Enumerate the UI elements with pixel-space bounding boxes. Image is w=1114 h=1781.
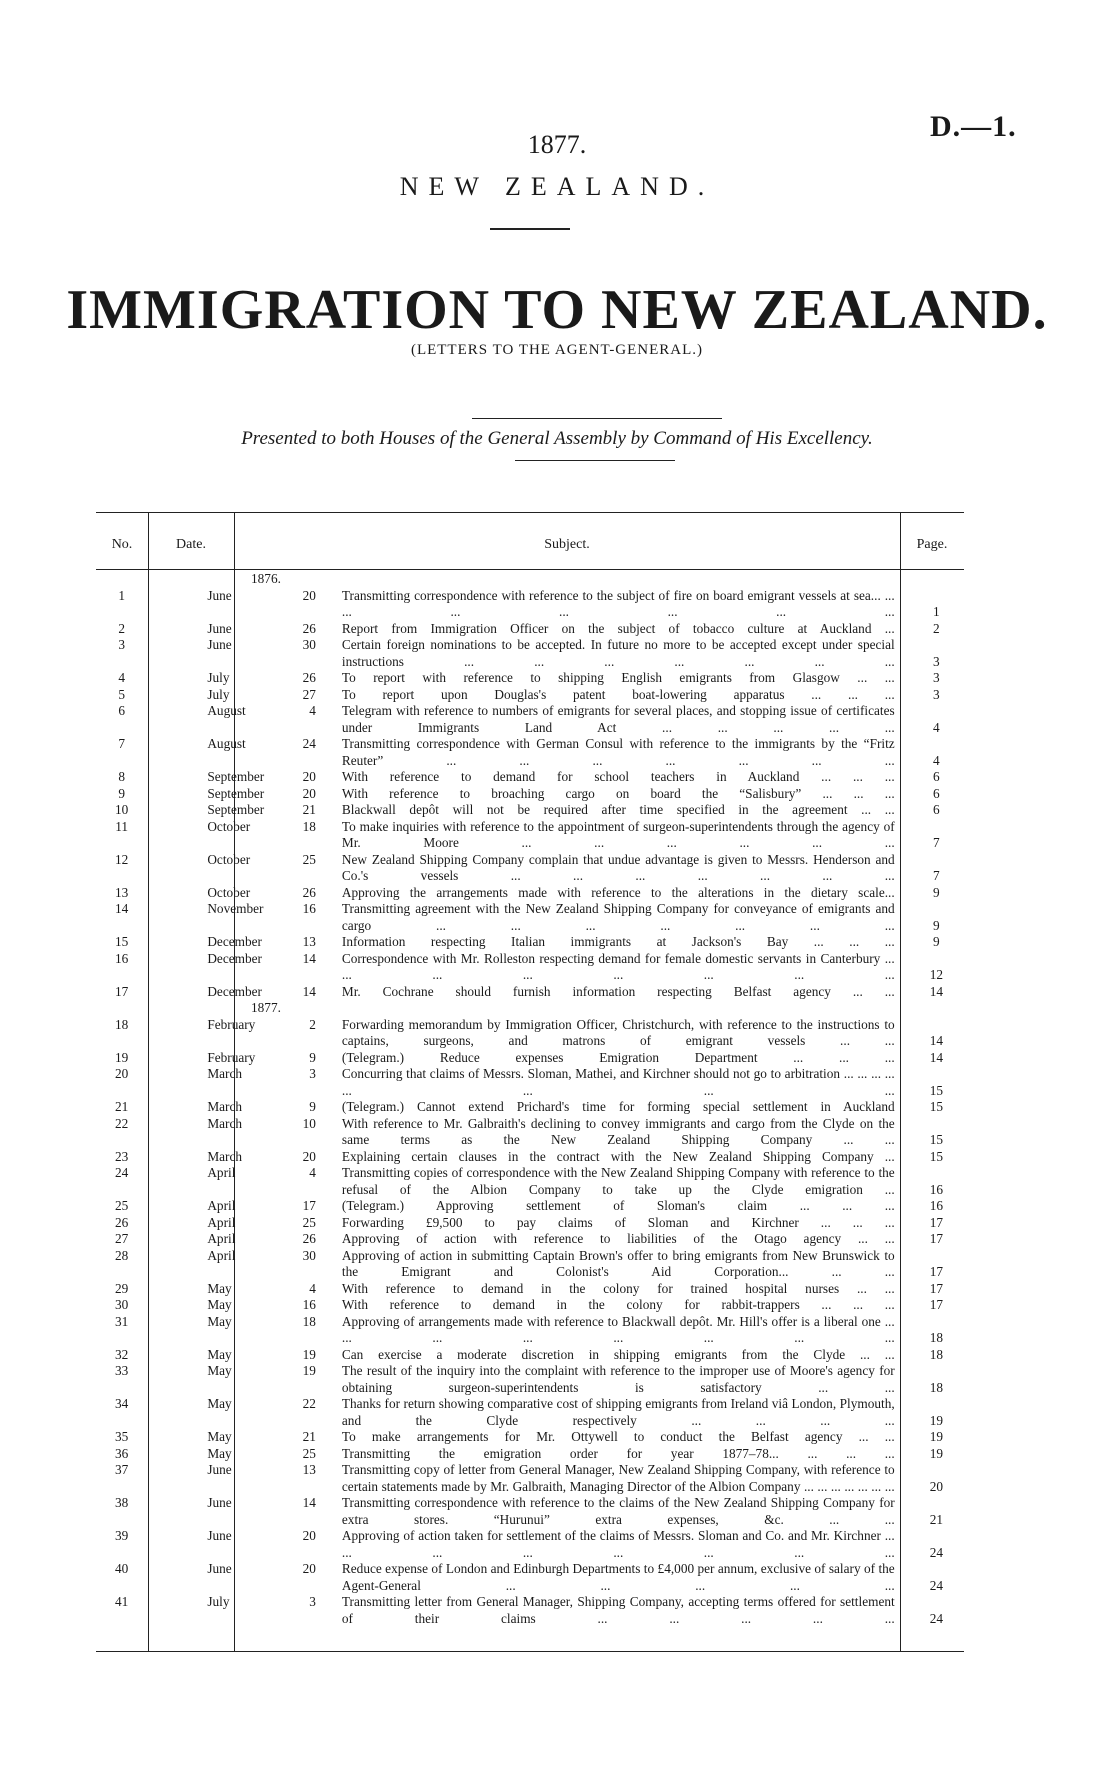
table-row [96,852,964,885]
table-row [96,819,964,852]
row-number: 12 [115,851,129,867]
row-subject: Approving the arrangements made with reference to the alterations in the dietary scale... [341,884,895,900]
row-subject: To make inquiries with reference to the appointment of surgeon-superintendents through the agency of Mr. Moore ... ... ... ... ... ... [341,818,895,850]
table-row [96,885,964,902]
row-month: May [207,1429,232,1444]
row-month: June [207,637,232,652]
row-page: 14 [929,983,943,999]
row-day: 26 [302,884,316,900]
table-row [96,1231,964,1248]
row-page: 19 [929,1445,943,1461]
row-subject: Transmitting copy of letter from General Manager, New Zealand Shipping Company, with reference to certain statements made by Mr. Galbraith, Managing Director of the Albion Company ... ... ... ... ... ... ... [341,1462,895,1494]
row-day: 4 [309,1280,316,1296]
table-row [96,934,964,951]
row-subject: Forwarding £9,500 to pay claims of Sloman and Kirchner ... ... ... [341,1214,895,1230]
row-day: 25 [302,1445,316,1461]
row-month: May [207,1313,232,1329]
column-header-date: Date. [176,537,206,552]
row-month: June [207,587,232,603]
row-month: July [207,670,230,685]
row-number: 5 [118,686,125,702]
row-subject: Forwarding memorandum by Immigration Officer, Christchurch, with reference to the instructions to captains, surgeons, and matrons of emigrant vessels ... ... [341,1016,895,1048]
row-page: 6 [933,785,940,801]
row-day: 18 [302,1313,316,1329]
row-subject: Approving of action in submitting Captain Brown's offer to bring emigrants from New Brunswick to the Emigrant and Colonist's Aid Corporation... ... ... [341,1247,895,1279]
row-day: 17 [302,1198,316,1213]
row-day: 13 [302,1462,316,1477]
table-row [96,984,964,1001]
document-reference: D.—1. [930,110,1017,143]
row-page: 16 [929,1198,943,1213]
row-day: 21 [302,802,316,817]
row-day: 24 [302,736,316,751]
row-day: 14 [302,1495,316,1510]
row-page: 17 [929,1231,943,1246]
row-page: 18 [929,1330,943,1345]
table-row [96,703,964,736]
row-page: 15 [929,1148,943,1164]
page-subtitle: (LETTERS TO THE AGENT-GENERAL.) [410,342,704,358]
row-page: 4 [933,752,940,768]
row-day: 20 [302,1148,316,1164]
row-number: 33 [115,1363,129,1378]
row-page: 3 [933,686,940,702]
table-year-row: 1877. [251,1000,281,1015]
row-number: 32 [115,1346,129,1362]
row-month: May [207,1297,232,1312]
row-month: April [207,1198,236,1213]
row-subject: Transmitting correspondence with German Consul with reference to the immigrants by the “Fritz Reuter” ... ... ... ... ... ... ... [341,736,895,768]
table-row [96,1017,964,1050]
table-row [96,1363,964,1396]
row-month: April [207,1165,236,1180]
row-month: June [207,1495,232,1510]
table-row [96,1165,964,1198]
row-subject: Telegram with reference to numbers of emigrants for several places, and stopping issue of certificates under Immigrants Land Act ... ... ... ... ... [341,703,895,735]
contents-table [96,512,964,1652]
row-month: June [207,1561,232,1576]
row-page: 18 [929,1379,943,1395]
table-row [96,1099,964,1116]
row-subject: With reference to demand for school teachers in Auckland ... ... ... [341,769,895,784]
row-page: 6 [933,769,940,784]
column-header-page: Page. [916,537,948,552]
row-number: 25 [115,1198,129,1213]
row-subject: Transmitting correspondence with reference to the subject of fire on board emigrant vessels at sea... ... ... ... ... ... ... ... [341,587,895,619]
table-row [96,637,964,670]
row-page: 2 [933,620,940,636]
row-month: May [207,1445,232,1461]
row-page: 16 [929,1181,943,1197]
row-month: May [207,1280,232,1296]
row-subject: Can exercise a moderate discretion in shipping emigrants from the Clyde ... ... [341,1346,895,1362]
row-page: 14 [929,1049,943,1065]
row-month: September [207,802,265,817]
row-page: 15 [929,1099,943,1114]
table-row [96,670,964,687]
row-day: 9 [309,1049,316,1065]
row-page: 17 [929,1297,943,1312]
row-number: 17 [115,983,129,999]
row-subject: Transmitting the emigration order for year 1877–78... ... ... ... [341,1445,895,1461]
header-divider [96,569,964,570]
row-number: 30 [115,1297,129,1312]
row-number: 26 [115,1214,129,1230]
table-row [96,1495,964,1528]
row-number: 3 [118,637,125,652]
row-day: 30 [302,637,316,652]
row-number: 1 [118,587,125,603]
row-day: 10 [302,1115,316,1131]
row-page: 9 [933,934,940,949]
subtitle-divider-bottom [515,460,675,461]
title-divider [490,228,570,230]
row-day: 26 [302,620,316,636]
row-day: 20 [302,1561,316,1576]
row-number: 10 [115,802,129,817]
row-month: March [207,1099,243,1114]
row-month: October [207,884,251,900]
row-month: May [207,1363,232,1378]
row-subject: Approving of action with reference to liabilities of the Otago agency ... ... [341,1231,895,1246]
row-month: December [207,934,262,949]
row-page: 7 [933,835,940,850]
row-month: April [207,1214,236,1230]
row-day: 14 [302,950,316,966]
row-day: 30 [302,1247,316,1263]
row-number: 31 [115,1313,129,1329]
row-number: 9 [118,785,125,801]
row-page: 3 [933,670,940,685]
row-day: 2 [309,1016,316,1032]
row-number: 15 [115,934,129,949]
row-day: 9 [309,1099,316,1114]
row-subject: (Telegram.) Reduce expenses Emigration Department ... ... ... [341,1049,895,1065]
row-day: 16 [302,901,316,916]
row-month: March [207,1066,243,1081]
row-day: 16 [302,1297,316,1312]
row-day: 20 [302,587,316,603]
presented-line: Presented to both Houses of the General Assembly by Command of His Excellency. [241,428,873,449]
row-month: April [207,1247,236,1263]
row-page: 14 [929,1033,943,1048]
row-day: 19 [302,1363,316,1378]
row-subject: Explaining certain clauses in the contract with the New Zealand Shipping Company ... [341,1148,895,1164]
row-number: 37 [115,1462,129,1477]
row-month: June [207,1462,232,1477]
row-page: 6 [933,802,940,817]
row-page: 4 [933,719,940,735]
page-title: IMMIGRATION TO NEW ZEALAND. [66,279,1048,341]
row-page: 1 [933,604,940,619]
table-row [96,1314,964,1347]
row-subject: To report with reference to shipping English emigrants from Glasgow ... ... [341,670,895,685]
row-number: 36 [115,1445,129,1461]
row-subject: With reference to broaching cargo on board the “Salisbury” ... ... ... [341,785,895,801]
row-number: 27 [115,1231,129,1246]
row-page: 19 [929,1412,943,1428]
row-subject: Mr. Cochrane should furnish information respecting Belfast agency ... ... [341,983,895,999]
row-day: 20 [302,785,316,801]
row-page: 15 [929,1082,943,1098]
row-subject: Transmitting copies of correspondence with the New Zealand Shipping Company with reference to the refusal of the Albion Company to take up the Clyde emigration ... [341,1165,895,1197]
row-subject: With reference to Mr. Galbraith's declining to convey immigrants and cargo from the Clyde on the same terms as the New Zealand Shipping Company ... ... [341,1115,895,1147]
document-year: 1877. [527,130,587,159]
table-row [96,1446,964,1463]
row-subject: (Telegram.) Cannot extend Prichard's time for forming special settlement in Auckland [341,1099,895,1114]
row-subject: New Zealand Shipping Company complain that undue advantage is given to Messrs. Henderson and Co.'s vessels ... ... ... ... ... ... ... [341,851,895,883]
table-row [96,621,964,638]
table-row [96,588,964,621]
row-subject: With reference to demand in the colony for rabbit-trappers ... ... ... [341,1297,895,1312]
column-header-no: No. [111,537,133,552]
row-number: 13 [115,884,129,900]
row-page: 7 [933,868,940,883]
row-subject: With reference to demand in the colony for trained hospital nurses ... ... [341,1280,895,1296]
table-row [96,687,964,704]
country-heading: NEW ZEALAND. [399,172,715,201]
row-month: June [207,620,232,636]
row-page: 9 [933,884,940,900]
row-day: 4 [309,1165,316,1180]
row-number: 39 [115,1528,129,1543]
row-month: March [207,1148,243,1164]
row-page: 24 [929,1577,943,1593]
row-page: 17 [929,1280,943,1296]
row-subject: (Telegram.) Approving settlement of Sloman's claim ... ... ... [341,1198,895,1213]
table-row [96,1248,964,1281]
table-row [96,1215,964,1232]
row-number: 38 [115,1495,129,1510]
row-subject: Transmitting letter from General Manager, Shipping Company, accepting terms offered for settlement of their claims ... ... ... ... ... [341,1594,895,1626]
row-day: 3 [309,1066,316,1081]
row-month: October [207,818,251,834]
row-page: 12 [929,967,943,982]
row-day: 18 [302,818,316,834]
row-subject: Approving of action taken for settlement of the claims of Messrs. Sloman and Co. and Mr. Kirchner ... ... ... ... ... ... ... ... [341,1528,895,1560]
row-number: 4 [118,670,125,685]
row-page: 19 [929,1429,943,1444]
row-page: 3 [933,653,940,669]
subtitle-divider-top [472,418,722,419]
row-day: 25 [302,1214,316,1230]
row-subject: Thanks for return showing comparative cost of shipping emigrants from Ireland viâ London, Plymouth, and the Clyde respectively ... ... ... ... [341,1396,895,1428]
table-body [96,571,964,1627]
row-page: 9 [933,917,940,933]
row-month: August [207,703,246,718]
row-day: 20 [302,769,316,784]
row-month: December [207,950,262,966]
row-subject: To make arrangements for Mr. Ottywell to conduct the Belfast agency ... ... [341,1429,895,1444]
row-page: 18 [929,1346,943,1362]
table-year-row: 1876. [251,571,281,586]
row-month: December [207,983,262,999]
row-month: September [207,769,265,784]
row-day: 3 [309,1594,316,1609]
row-number: 40 [115,1561,129,1576]
row-month: May [207,1396,232,1411]
table-row [96,1297,964,1314]
row-subject: Reduce expense of London and Edinburgh Departments to £4,000 per annum, exclusive of salary of the Agent-General ... ... ... ... ... [341,1561,895,1593]
row-page: 17 [929,1264,943,1279]
table-row [96,1462,964,1495]
row-day: 26 [302,670,316,685]
row-subject: Correspondence with Mr. Rolleston respecting demand for female domestic servants in Canterbury ... ... ... ... ... ... ... ... [341,950,895,982]
row-subject: Transmitting correspondence with reference to the claims of the New Zealand Shipping Company for extra stores. “Hurunui” extra expenses, &c. ... ... [341,1495,895,1527]
row-number: 35 [115,1429,129,1444]
row-subject: Information respecting Italian immigrants at Jackson's Bay ... ... ... [341,934,895,949]
table-row [96,736,964,769]
row-number: 6 [118,703,125,718]
row-month: April [207,1231,236,1246]
row-day: 19 [302,1346,316,1362]
row-month: August [207,736,246,751]
row-day: 25 [302,851,316,867]
table-row [96,769,964,786]
row-month: February [207,1049,256,1065]
table-row [96,1050,964,1067]
row-number: 28 [115,1247,129,1263]
row-number: 2 [118,620,125,636]
row-subject: To report upon Douglas's patent boat-lowering apparatus ... ... ... [341,686,895,702]
row-page: 24 [929,1610,943,1626]
row-number: 22 [115,1115,129,1131]
row-subject: Approving of arrangements made with reference to Blackwall depôt. Mr. Hill's offer is a liberal one ... ... ... ... ... ... ... ... [341,1313,895,1345]
table-row [96,1066,964,1099]
row-month: March [207,1115,243,1131]
row-day: 27 [302,686,316,702]
table-row [96,1528,964,1561]
row-subject: Blackwall depôt will not be required after time specified in the agreement ... ... [341,802,895,817]
row-day: 4 [309,703,316,718]
row-number: 19 [115,1049,129,1065]
row-subject: The result of the inquiry into the complaint with reference to the improper use of Moore's agency for obtaining surgeon-superintendents is satisfactory ... ... [341,1363,895,1395]
row-number: 8 [118,769,125,784]
row-number: 24 [115,1165,129,1180]
table-row [96,1198,964,1215]
row-month: October [207,851,251,867]
row-number: 14 [115,901,129,916]
row-number: 16 [115,950,129,966]
table-row [96,1116,964,1149]
row-month: July [207,686,230,702]
table-row [96,802,964,819]
table-row [96,1347,964,1364]
row-day: 13 [302,934,316,949]
row-subject: Transmitting agreement with the New Zealand Shipping Company for conveyance of emigrants and cargo ... ... ... ... ... ... ... [341,901,895,933]
table-row [96,786,964,803]
row-day: 20 [302,1528,316,1543]
row-number: 29 [115,1280,129,1296]
table-row [96,951,964,984]
row-subject: Report from Immigration Officer on the subject of tobacco culture at Auckland ... [341,620,895,636]
row-number: 18 [115,1016,129,1032]
table-row [96,1149,964,1166]
table-row [96,1561,964,1594]
table-row [96,1281,964,1298]
row-subject: Certain foreign nominations to be accepted. In future no more to be accepted except under special instructions ... ... ... ... ... ... ... [341,637,895,669]
row-month: February [207,1016,256,1032]
row-number: 41 [115,1594,129,1609]
row-page: 20 [929,1478,943,1494]
row-month: June [207,1528,232,1543]
row-day: 21 [302,1429,316,1444]
row-month: November [207,901,264,916]
table-row [96,1396,964,1429]
row-day: 26 [302,1231,316,1246]
row-page: 24 [929,1544,943,1560]
row-month: July [207,1594,230,1609]
row-number: 11 [115,818,129,834]
row-page: 21 [929,1511,943,1527]
row-day: 14 [302,983,316,999]
row-month: September [207,785,265,801]
row-number: 7 [118,736,125,751]
column-header-subject: Subject. [544,537,590,552]
row-number: 20 [115,1066,129,1081]
table-row [96,1429,964,1446]
row-subject: Concurring that claims of Messrs. Sloman, Mathei, and Kirchner should not go to arbitration ... ... ... ... ... ... ... ... [341,1066,895,1098]
table-row [96,1594,964,1627]
row-number: 34 [115,1396,129,1411]
row-page: 17 [929,1214,943,1230]
row-month: May [207,1346,232,1362]
row-page: 15 [929,1132,943,1147]
table-row [96,901,964,934]
row-number: 23 [115,1148,129,1164]
row-day: 22 [302,1396,316,1411]
row-number: 21 [115,1099,129,1114]
